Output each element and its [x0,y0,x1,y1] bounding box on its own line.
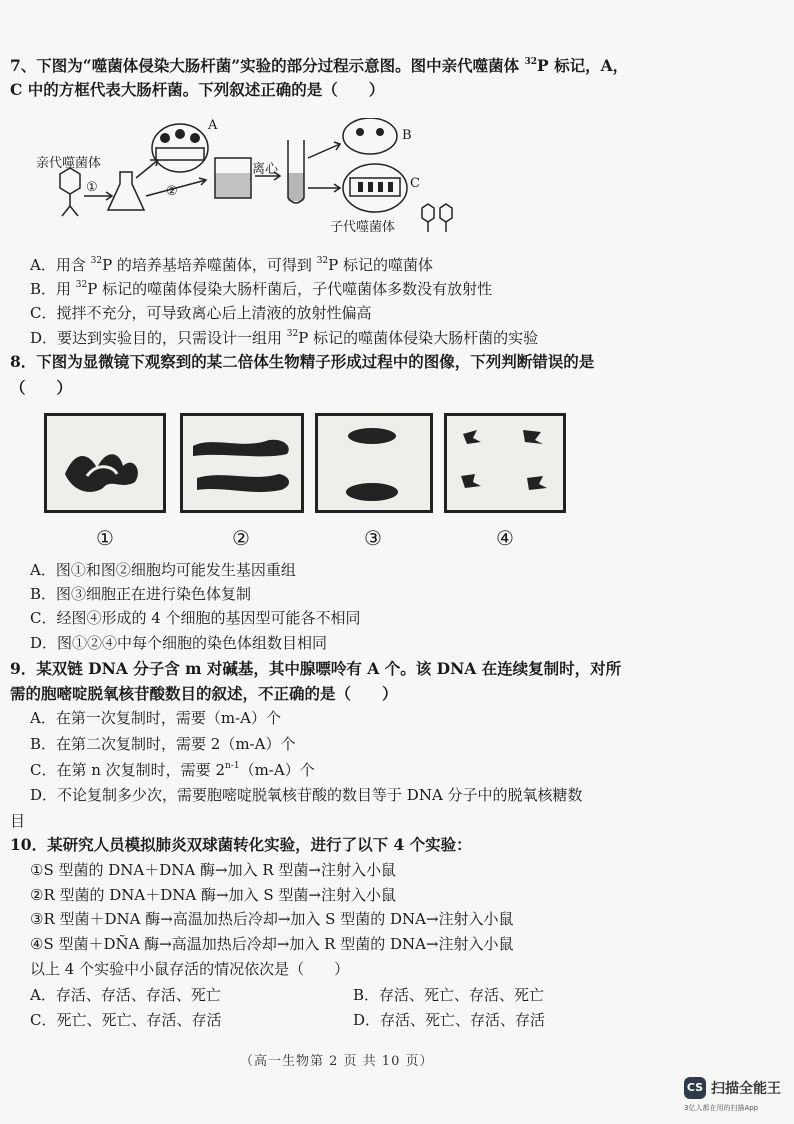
phage-mark [368,182,373,192]
chromosome-cluster [523,430,543,444]
page-footer: （高一生物第 2 页 共 10 页） [240,1054,434,1069]
centrifuge-label: 离心 [252,162,279,177]
chromosome-image-2 [183,416,301,510]
chromosome-cluster [463,430,481,444]
parent-phage-label: 亲代噬菌体 [36,156,102,171]
phage-dot [190,133,200,143]
q7-stem-line2: C 中的方框代表大肠杆菌。下列叙述正确的是（ ） [10,80,385,99]
label-c: C [410,176,420,191]
step2-label: ② [166,184,178,199]
q8-option-a: A．图①和图②细胞均可能发生基因重组 [30,561,296,579]
tube-liquid [288,173,304,201]
circle-b [343,118,397,154]
chromosome-cluster [527,476,547,490]
q9-option-b: B．在第二次复制时，需要 2（m-A）个 [30,735,296,753]
micrograph-label-4: ④ [496,526,514,550]
offspring-label: 子代噬菌体 [330,220,396,235]
q9-option-d-line2: 目 [10,812,26,830]
phage-dot [160,133,170,143]
phage-mark [388,182,393,192]
q7-option-c: C．搅拌不充分，可导致离心后上清液的放射性偏高 [30,304,372,322]
q7-sup: 32 [524,57,538,67]
q10-question: 以上 4 个实验中小鼠存活的情况依次是（ ） [30,960,350,978]
option-text: C．在第 n 次复制时，需要 2 [30,761,225,779]
option-sup: n-1 [225,761,240,771]
q8-option-b: B．图③细胞正在进行染色体复制 [30,585,252,603]
micrograph-1 [44,413,166,513]
scanner-app-name: 扫描全能王 [711,1081,781,1097]
q10-option-c: C．死亡、死亡、存活、存活 [30,1011,222,1029]
micrograph-2 [180,413,304,513]
chromosome-group [348,428,396,444]
q9-stem-line2: 需的胞嘧啶脱氧核苷酸数目的叙述，不正确的是（ ） [10,684,398,703]
chromosome-band [193,440,289,457]
q10-experiment-3: ③R 型菌＋DNA 酶→高温加热后冷却→加入 S 型菌的 DNA→注射入小鼠 [30,910,514,928]
offspring-phage-head [422,204,434,222]
chromosome-image-4 [447,416,563,510]
q7-stem-line1 [10,56,628,76]
option-text: A．用含 [30,256,91,274]
q10-experiment-2: ②R 型菌的 DNA＋DNA 酶→加入 S 型菌→注射入小鼠 [30,886,396,904]
label-a: A [208,118,218,133]
chromosome-cluster [461,474,481,488]
q7-stem-part: 7、下图为“噬菌体侵染大肠杆菌”实验的部分过程示意图。图中亲代噬菌体 [10,56,525,75]
q9-option-d-line1: D．不论复制多少次，需要胞嘧啶脱氧核苷酸的数目等于 DNA 分子中的脱氧核糖数 [30,786,583,804]
option-text: P 的培养基培养噬菌体，可得到 [102,256,317,274]
circle-c [343,164,407,212]
q7-stem-part: P 标记，A， [537,56,629,75]
scanner-tagline: 3亿人都在用的扫描App [684,1104,759,1112]
option-sup: 32 [316,256,329,266]
flask-icon [108,172,144,210]
q10-option-d: D．存活、死亡、存活、存活 [353,1011,546,1029]
q10-option-a: A．存活、存活、存活、死亡 [30,986,221,1004]
q9-option-a: A．在第一次复制时，需要（m-A）个 [30,709,281,727]
option-text: D．要达到实验目的，只需设计一组用 [30,329,287,347]
option-text: B．用 [30,280,76,298]
chromosome-band [197,474,289,492]
option-sup: 32 [286,329,299,339]
option-sup: 32 [75,280,88,290]
offspring-phage-head [440,204,452,222]
q9-option-c [30,760,315,780]
parent-phage-head [60,168,80,194]
q10-experiment-4: ④S 型菌＋DÑA 酶→高温加热后冷却→加入 R 型菌的 DNA→注射入小鼠 [30,935,514,953]
micrograph-4 [444,413,566,513]
option-text: P 标记的噬菌体侵染大肠杆菌的实验 [298,329,539,347]
q7-option-a [30,255,433,275]
label-b: B [402,128,412,143]
chromosome-mass [65,454,138,492]
q7-option-d [30,328,538,348]
q10-stem: 10．某研究人员模拟肺炎双球菌转化实验，进行了以下 4 个实验： [10,835,472,854]
chromosome-image-3 [318,416,430,510]
q8-stem-line1: 8．下图为显微镜下观察到的某二倍体生物精子形成过程中的图像，下列判断错误的是 [10,352,595,371]
micrograph-label-1: ① [96,526,114,550]
chromosome-group [346,483,398,501]
phage-mark [378,182,383,192]
q9-stem-line1: 9．某双链 DNA 分子含 m 对碱基，其中腺嘌呤有 A 个。该 DNA 在连续复制时，对所 [10,659,622,678]
option-text: P 标记的噬菌体侵染大肠杆菌后，子代噬菌体多数没有放射性 [87,280,493,298]
option-sup: 32 [90,256,103,266]
q8-stem-line2: （ ） [10,378,73,397]
q10-option-b: B．存活、死亡、存活、死亡 [353,986,545,1004]
phage-mark [358,182,363,192]
option-text: P 标记的噬菌体 [328,256,434,274]
micrograph-label-3: ③ [364,526,382,550]
beaker-liquid [215,173,251,198]
q8-option-c: C．经图④形成的 4 个细胞的基因型可能各不相同 [30,609,361,627]
q10-experiment-1: ①S 型菌的 DNA＋DNA 酶→加入 R 型菌→注射入小鼠 [30,861,396,879]
phage-dot [376,128,384,136]
micrograph-label-2: ② [232,526,250,550]
phage-experiment-diagram [36,118,460,240]
option-text: （m-A）个 [239,761,315,779]
phage-dot [175,129,185,139]
q7-option-b [30,279,492,299]
phage-diagram-svg [40,118,460,240]
micrograph-3 [315,413,433,513]
phage-dot [356,128,364,136]
q8-option-d: D．图①②④中每个细胞的染色体组数目相同 [30,634,328,652]
chromosome-image-1 [47,416,163,510]
scanner-logo-icon: CS [684,1077,706,1099]
step1-label: ① [86,180,98,195]
